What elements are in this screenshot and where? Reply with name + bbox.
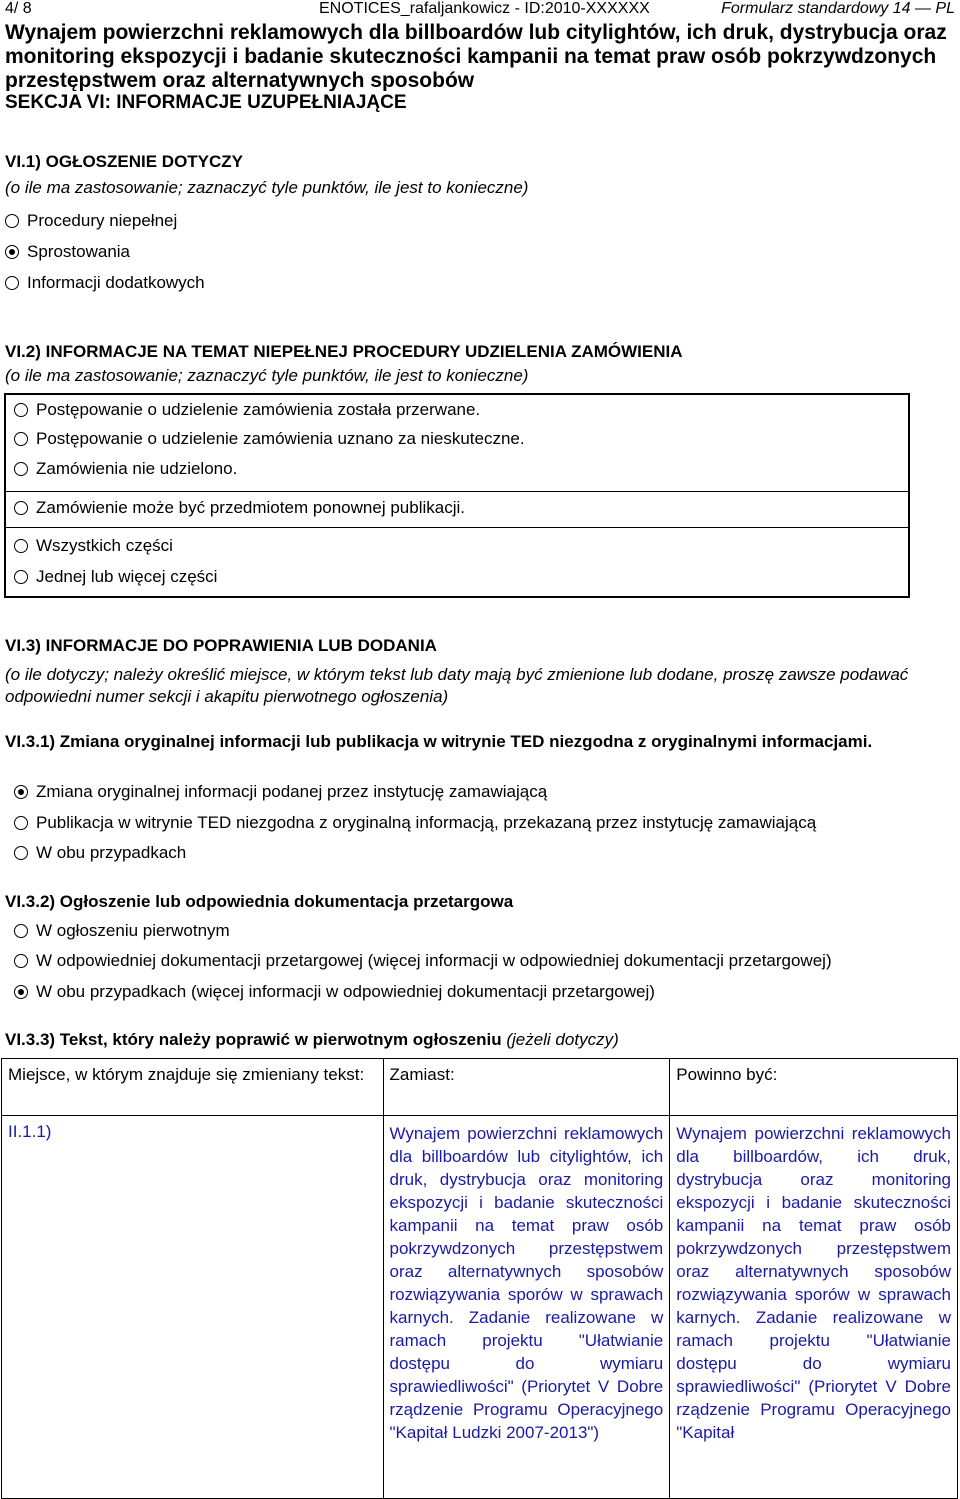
- cell-should: Wynajem powierzchni reklamowych dla billboardów, ich druk, dystrybucja oraz monitoring ekspozycji i badanie skuteczności kampanii na temat praw osób pokrzywdzonych przestępstwem oraz alternatywnych sposobów rozwiązywania sporów w sprawach karnych. Zadanie realizowane w ramach projektu "Ułatwianie dostępu do wymiaru sprawiedliwości" (Priorytet V Dobre rządzenie Programu Operacyjnego "Kapitał: [670, 1116, 958, 1499]
- column-header-place: Miejsce, w którym znajduje się zmieniany tekst:: [2, 1059, 384, 1116]
- radio-icon[interactable]: [14, 816, 28, 830]
- option-label: Zmiana oryginalnej informacji podanej przez instytucję zamawiającą: [36, 782, 548, 801]
- option-label: Zamówienia nie udzielono.: [36, 459, 238, 478]
- cell-instead: Wynajem powierzchni reklamowych dla billboardów lub citylightów, ich druk, dystrybucja oraz monitoring ekspozycji i badanie skuteczności kampanii na temat praw osób pokrzywdzonych przestępstwem oraz alternatywnych sposobów rozwiązywania sporów w sprawach karnych. Zadanie realizowane w ramach projektu "Ułatwianie dostępu do wymiaru sprawiedliwości" (Priorytet V Dobre rządzenie Programu Operacyjnego "Kapitał Ludzki 2007-2013"): [383, 1116, 670, 1499]
- radio-icon[interactable]: [14, 432, 28, 446]
- vi3-note: (o ile dotyczy; należy określić miejsce, w którym tekst lub daty mają być zmienione lub dodane, proszę zawsze podawać odpowiedni numer sekcji i akapitu pierwotnego ogłoszenia): [5, 665, 909, 706]
- column-header-instead: Zamiast:: [383, 1059, 670, 1116]
- vi2-heading: VI.2) INFORMACJE NA TEMAT NIEPEŁNEJ PROCEDURY UDZIELENIA ZAMÓWIENIA: [5, 342, 683, 361]
- vi3-heading: VI.3) INFORMACJE DO POPRAWIENIA LUB DODANIA: [5, 636, 437, 655]
- vi31-option-zmiana[interactable]: [14, 782, 547, 802]
- option-label: W odpowiedniej dokumentacji przetargowej (więcej informacji w odpowiedniej dokumentacji przetargowej): [36, 951, 832, 970]
- vi33-heading-note: (jeżeli dotyczy): [506, 1030, 619, 1049]
- page-header: [5, 0, 955, 20]
- option-label: W obu przypadkach: [36, 843, 187, 862]
- vi2-option-przerwane[interactable]: [14, 400, 480, 420]
- vi1-option-procedury[interactable]: [5, 211, 177, 231]
- option-label: W ogłoszeniu pierwotnym: [36, 921, 230, 940]
- notice-id: ENOTICES_rafaljankowicz - ID:2010-XXXXXX: [319, 0, 650, 17]
- option-label: Procedury niepełnej: [27, 211, 178, 230]
- radio-selected-icon[interactable]: [14, 985, 28, 999]
- form-name: Formularz standardowy 14 — PL: [721, 0, 955, 17]
- table-row: [2, 1116, 958, 1499]
- vi2-option-ponowna-publikacja[interactable]: [14, 498, 465, 518]
- vi2-option-nieskuteczne[interactable]: [14, 429, 525, 449]
- vi33-heading: VI.3.3) Tekst, który należy poprawić w pierwotnym ogłoszeniu: [5, 1030, 502, 1049]
- vi32-option-pierwotnym[interactable]: [14, 921, 230, 941]
- radio-selected-icon[interactable]: [14, 785, 28, 799]
- option-label: Wszystkich części: [36, 536, 173, 555]
- option-label: Sprostowania: [27, 242, 131, 261]
- page-number: 4/ 8: [5, 0, 32, 17]
- vi1-option-sprostowania[interactable]: [5, 242, 130, 262]
- option-label: Zamówienie może być przedmiotem ponownej publikacji.: [36, 498, 465, 517]
- vi31-option-w-obu[interactable]: [14, 843, 186, 863]
- section-title: SEKCJA VI: INFORMACJE UZUPEŁNIAJĄCE: [5, 92, 411, 114]
- divider: [4, 527, 910, 529]
- vi32-heading: VI.3.2) Ogłoszenie lub odpowiednia dokumentacja przetargowa: [5, 892, 514, 911]
- radio-icon[interactable]: [14, 924, 28, 938]
- cell-place: II.1.1): [2, 1116, 384, 1499]
- radio-icon[interactable]: [14, 954, 28, 968]
- option-label: Postępowanie o udzielenie zamówienia została przerwane.: [36, 400, 481, 419]
- radio-icon[interactable]: [14, 539, 28, 553]
- option-label: Jednej lub więcej części: [36, 567, 218, 586]
- divider: [4, 491, 910, 493]
- vi2-note: (o ile ma zastosowanie; zaznaczyć tyle punktów, ile jest to konieczne): [5, 366, 529, 385]
- vi2-option-wszystkich-czesci[interactable]: [14, 536, 173, 556]
- column-header-should: Powinno być:: [670, 1059, 958, 1116]
- radio-icon[interactable]: [5, 276, 19, 290]
- vi2-option-nie-udzielono[interactable]: [14, 459, 237, 479]
- vi32-option-w-obu[interactable]: [14, 982, 655, 1002]
- radio-icon[interactable]: [14, 846, 28, 860]
- document-title: Wynajem powierzchni reklamowych dla billboardów lub citylightów, ich druk, dystrybucja oraz monitoring ekspozycji i badanie skuteczności kampanii na temat praw osób pokrzywdzonych przestępstwem oraz alternatywnych sposobów: [5, 21, 947, 91]
- radio-icon[interactable]: [14, 462, 28, 476]
- vi31-heading: VI.3.1) Zmiana oryginalnej informacji lub publikacja w witrynie TED niezgodna z oryginalnymi informacjami.: [5, 732, 873, 751]
- option-label: Informacji dodatkowych: [27, 273, 205, 292]
- vi1-option-informacji[interactable]: [5, 273, 205, 293]
- radio-icon[interactable]: [14, 403, 28, 417]
- option-label: W obu przypadkach (więcej informacji w odpowiedniej dokumentacji przetargowej): [36, 982, 655, 1001]
- vi33-heading-line: [5, 1030, 619, 1050]
- vi2-option-jednej-lub-wiecej[interactable]: [14, 567, 217, 587]
- radio-icon[interactable]: [14, 501, 28, 515]
- changes-table: [1, 1058, 958, 1499]
- vi31-option-publikacja-ted[interactable]: [14, 813, 816, 833]
- option-label: Postępowanie o udzielenie zamówienia uznano za nieskuteczne.: [36, 429, 525, 448]
- vi1-note: (o ile ma zastosowanie; zaznaczyć tyle punktów, ile jest to konieczne): [5, 178, 529, 197]
- radio-selected-icon[interactable]: [5, 245, 19, 259]
- option-label: Publikacja w witrynie TED niezgodna z oryginalną informacją, przekazaną przez instytucję zamawiającą: [36, 813, 817, 832]
- vi1-heading: VI.1) OGŁOSZENIE DOTYCZY: [5, 152, 244, 171]
- vi32-option-dokumentacji[interactable]: [14, 951, 832, 971]
- radio-icon[interactable]: [5, 214, 19, 228]
- table-header-row: [2, 1059, 958, 1116]
- radio-icon[interactable]: [14, 570, 28, 584]
